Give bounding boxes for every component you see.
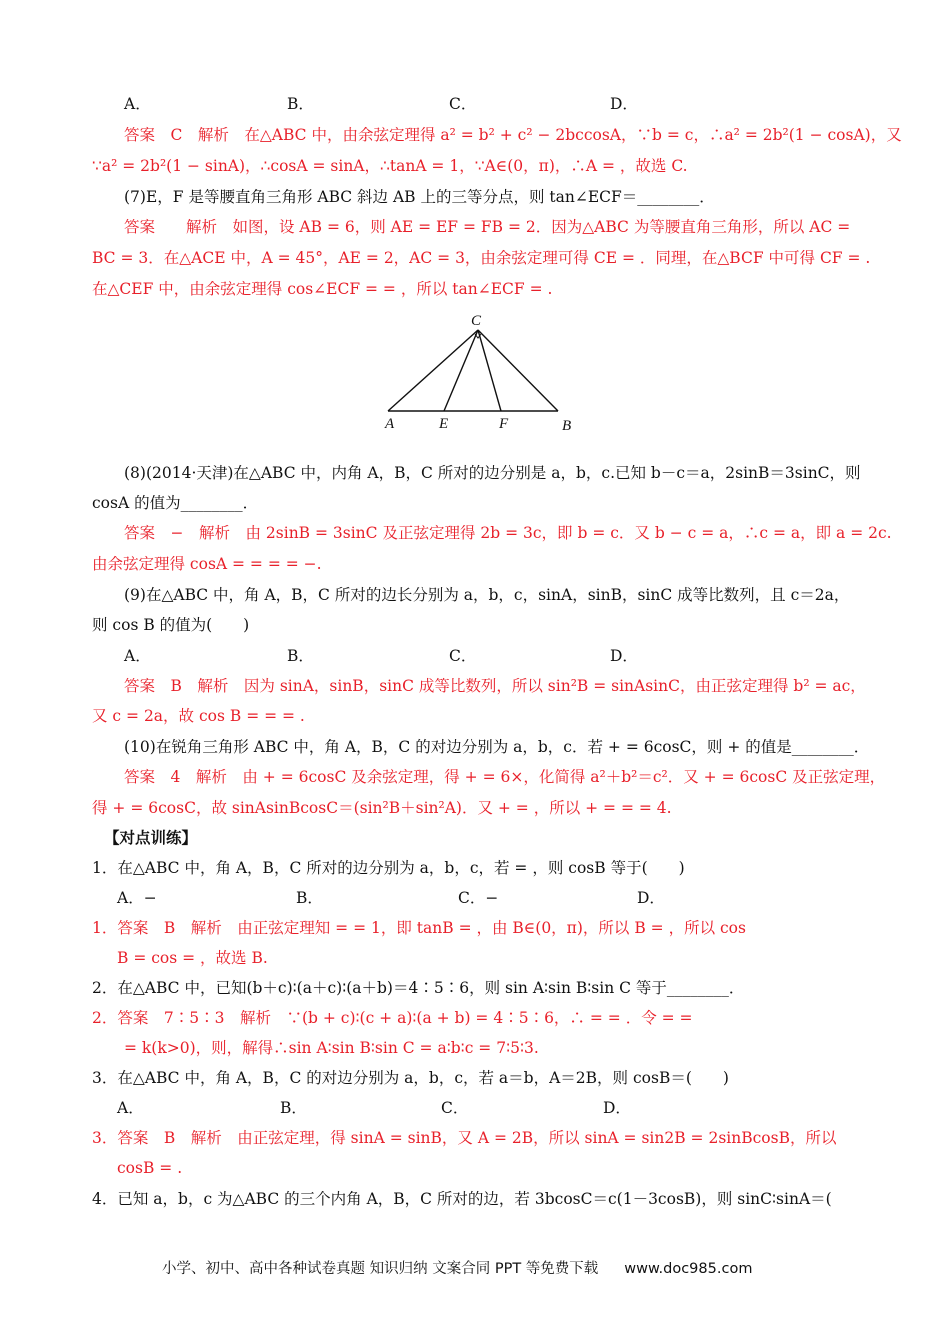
t2-question: 2．在△ABC 中，已知(b＋c)∶(a＋c)∶(a＋b)＝4∶5∶6，则 sin A∶sin B∶sin C 等于________．	[92, 979, 745, 997]
t4-question: 4．已知 a，b，c 为△ABC 的三个内角 A，B，C 所对的边，若 3bcosC＝c(1－3cosB)，则 sinC∶sinA＝(	[92, 1190, 832, 1208]
t1-option-d: D．	[637, 889, 665, 907]
t1-option-c: C．−	[458, 889, 499, 907]
footer-text: 小学、初中、高中各种试卷真题 知识归纳 文案合同 PPT 等免费下载	[162, 1261, 599, 1277]
t3-option-b: B．	[280, 1099, 307, 1117]
t1-question: 1．在△ABC 中，角 A，B，C 所对的边分别为 a，b，c，若 = ，则 cosB 等于( )	[92, 859, 685, 877]
triangle-figure	[380, 308, 580, 436]
q9-option-a: A．	[124, 647, 151, 665]
q10-question: (10)在锐角三角形 ABC 中，角 A，B，C 的对边分别为 a，b，c．若 + = 6cosC，则 + 的值是________．	[124, 738, 870, 756]
q8-answer-line-1: 答案 − 解析 由 2sinB = 3sinC 及正弦定理得 2b = 3c，即 b = c．又 b − c = a，∴c = a，即 a = 2c.	[124, 524, 892, 542]
t1-answer-line-2: B = cos = ，故选 B.	[117, 949, 268, 967]
q7-answer-line-1: 答案 解析 如图，设 AB = 6，则 AE = EF = FB = 2．因为△ABC 为等腰直角三角形，所以 AC =	[124, 218, 851, 236]
side-ca	[388, 330, 478, 411]
footer-site-link[interactable]: www.doc985.com	[624, 1261, 753, 1277]
q10-answer-line-2: 得 + = 6cosC，故 sinAsinBcosC＝(sin²B＋sin²A)．又 + = ，所以 + = = = 4.	[92, 799, 672, 817]
q9-option-c: C．	[449, 647, 477, 665]
label-e: E	[439, 416, 449, 432]
section-title: 【对点训练】	[104, 828, 198, 847]
q6-answer-line-2: ∵a² = 2b²(1 − sinA)，∴cosA = sinA，∴tanA = 1，∵A∈(0，π)，∴A = ，故选 C.	[92, 157, 688, 175]
q7-answer-line-2: BC = 3．在△ACE 中，A = 45°，AE = 2，AC = 3，由余弦定理可得 CE = ．同理，在△BCF 中可得 CF = .	[92, 249, 871, 267]
q9-option-b: B．	[287, 647, 314, 665]
q6-option-c: C．	[449, 95, 477, 113]
q7-answer-line-3: 在△CEF 中，由余弦定理得 cos∠ECF = = ，所以 tan∠ECF = .	[92, 280, 553, 298]
page-footer	[162, 1257, 752, 1278]
q9-question-line-1: (9)在△ABC 中，角 A，B，C 所对的边长分别为 a，b，c，sinA，sinB，sinC 成等比数列，且 c＝2a，	[124, 586, 850, 604]
t1-option-a: A．−	[117, 889, 157, 907]
t3-option-a: A．	[117, 1099, 144, 1117]
q8-answer-line-2: 由余弦定理得 cosA = = = = −.	[92, 555, 322, 573]
q9-question-line-2: 则 cos B 的值为( )	[92, 616, 250, 634]
q6-option-b: B．	[287, 95, 314, 113]
t3-option-d: D．	[603, 1099, 631, 1117]
t1-answer-line-1: 1．答案 B 解析 由正弦定理知 = = 1，即 tanB = ，由 B∈(0，π)，所以 B = ，所以 cos	[92, 919, 746, 937]
label-c: C	[471, 313, 482, 329]
q6-answer-line-1: 答案 C 解析 在△ABC 中，由余弦定理得 a² = b² + c² − 2bccosA，∵b = c，∴a² = 2b²(1 − cosA)，又	[124, 126, 902, 144]
label-b: B	[562, 418, 572, 434]
q6-option-d: D．	[610, 95, 638, 113]
segment-ce	[444, 330, 478, 411]
t1-option-b: B．	[296, 889, 323, 907]
label-f: F	[499, 416, 509, 432]
q9-answer-line-2: 又 c = 2a，故 cos B = = = .	[92, 707, 305, 725]
t2-answer-line-1: 2．答案 7∶5∶3 解析 ∵(b + c)∶(c + a)∶(a + b) = 4∶5∶6，∴ = = ．令 = =	[92, 1009, 693, 1027]
t3-answer-line-1: 3．答案 B 解析 由正弦定理，得 sinA = sinB，又 A = 2B，所以 sinA = sin2B = 2sinBcosB，所以	[92, 1129, 837, 1147]
q8-question-line-2: cosA 的值为________．	[92, 494, 259, 512]
q9-option-d: D．	[610, 647, 638, 665]
q8-question-line-1: (8)(2014·天津)在△ABC 中，内角 A，B，C 所对的边分别是 a，b，c.已知 b－c＝a，2sinB＝3sinC，则	[124, 464, 861, 482]
t3-answer-line-2: cosB = .	[117, 1159, 183, 1177]
q6-option-a: A．	[124, 95, 151, 113]
q10-answer-line-1: 答案 4 解析 由 + = 6cosC 及余弦定理，得 + = 6×，化简得 a²＋b²＝c²．又 + = 6cosC 及正弦定理，	[124, 768, 886, 786]
q7-question: (7)E，F 是等腰直角三角形 ABC 斜边 AB 上的三等分点，则 tan∠ECF＝________．	[124, 188, 715, 206]
label-a: A	[385, 416, 395, 432]
q9-answer-line-1: 答案 B 解析 因为 sinA，sinB，sinC 成等比数列，所以 sin²B = sinAsinC，由正弦定理得 b² = ac，	[124, 677, 866, 695]
t3-option-c: C．	[441, 1099, 469, 1117]
t2-answer-line-2: = k(k>0)，则，解得∴sin A∶sin B∶sin C = a∶b∶c = 7∶5∶3.	[124, 1039, 539, 1057]
t3-question: 3．在△ABC 中，角 A，B，C 的对边分别为 a，b，c，若 a＝b，A＝2B，则 cosB＝( )	[92, 1069, 729, 1087]
